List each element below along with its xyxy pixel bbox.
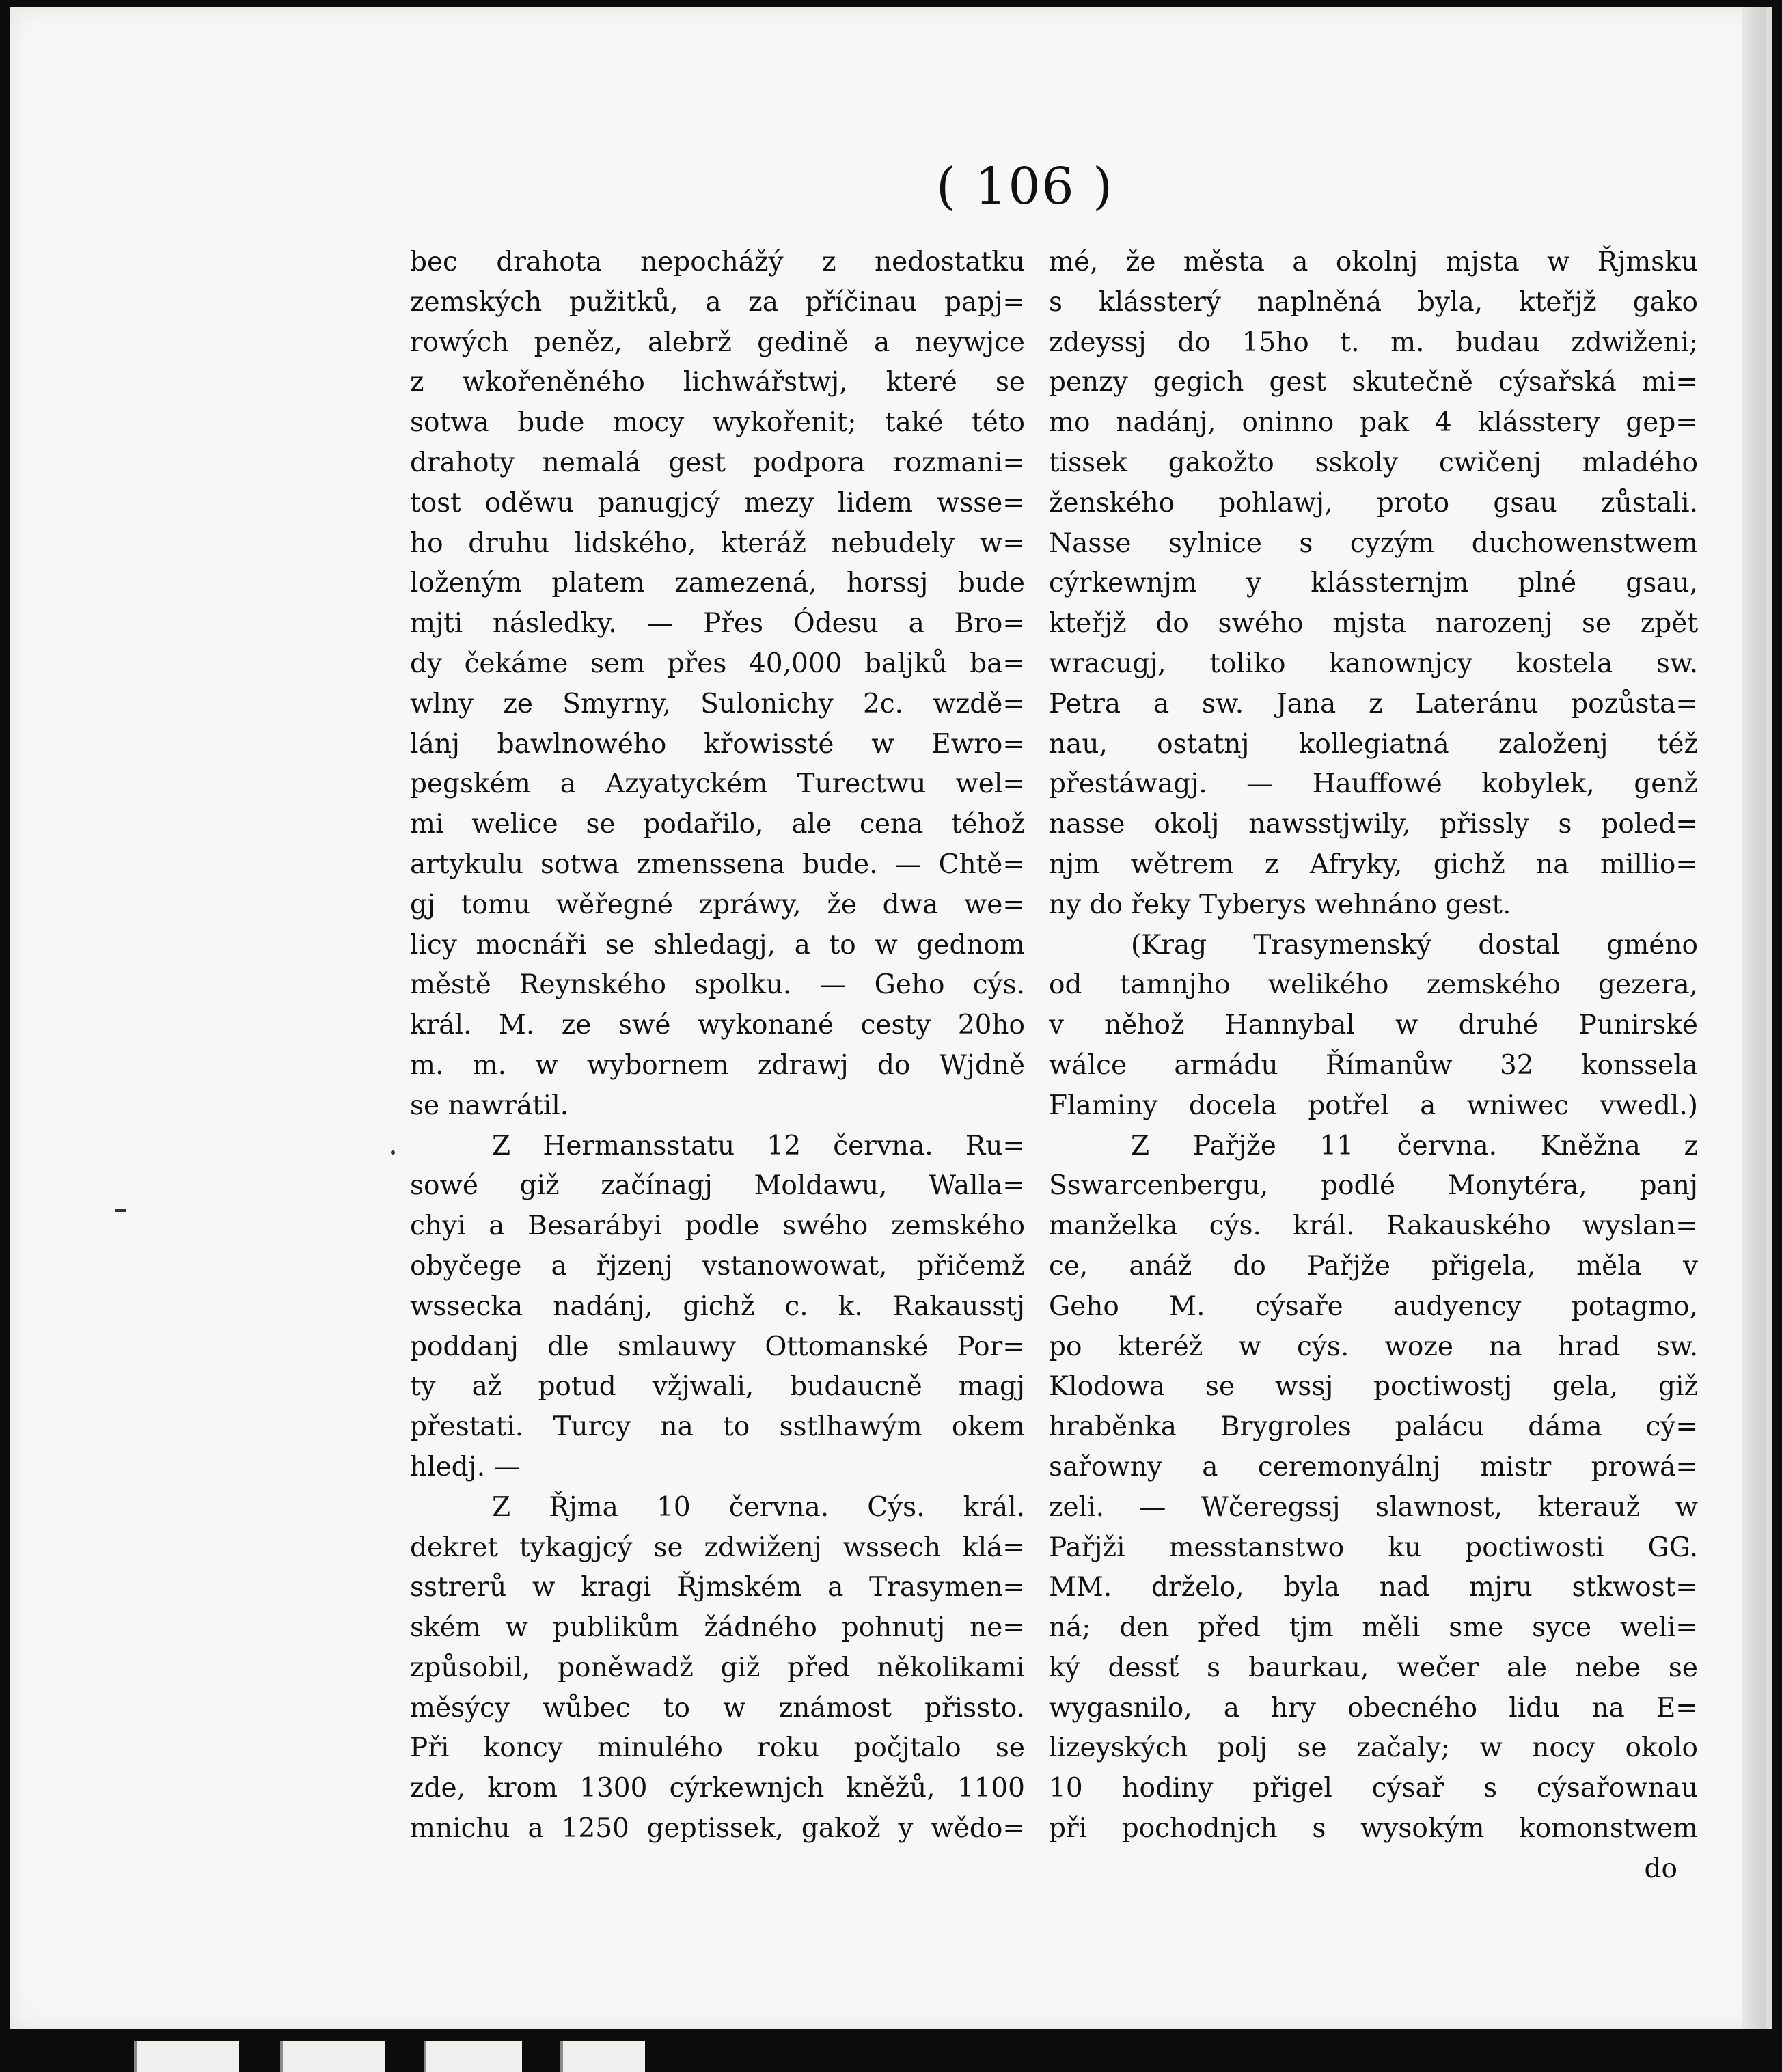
text-line: ký dessť s baurkau, wečer ale nebe se	[1049, 1652, 1698, 1683]
text-line: wlny ze Smyrny, Sulonichy 2c. wzdě=	[410, 688, 1025, 719]
text-line: z wkořeněného lichwářstwj, které se	[410, 367, 1025, 398]
text-line: nau, ostatnj kollegiatná založenj též	[1049, 728, 1698, 760]
text-line: ženského pohlawj, proto gsau zůstali.	[1049, 487, 1698, 519]
margin-mark	[115, 1209, 126, 1212]
text-line: manželka cýs. král. Rakauského wyslan=	[1049, 1211, 1698, 1242]
text-line: sowé giž začínagj Moldawu, Walla=	[410, 1170, 1025, 1202]
text-line: m. m. w wybornem zdrawj do Wjdně	[410, 1049, 1025, 1081]
text-line: kteřjž do swého mjsta narozenj se zpět	[1049, 608, 1698, 639]
text-line: MM. drželo, byla nad mjru stkwost=	[1049, 1572, 1698, 1603]
text-line: nasse okolj nawsstjwily, přissly s poled=	[1049, 809, 1698, 840]
right-column	[1049, 243, 1698, 1890]
text-line: wracugj, toliko kanownjcy kostela sw.	[1049, 648, 1698, 679]
text-line: Geho M. cýsaře audyency potagmo,	[1049, 1290, 1698, 1322]
text-line: způsobil, poněwadž giž před několikami	[410, 1652, 1025, 1683]
text-line: sařowny a ceremonyálnj mistr prowá=	[1049, 1451, 1698, 1482]
text-line: ty až potud vžjwali, budaucně magj	[410, 1371, 1025, 1403]
text-line: bec drahota nepochážý z nedostatku	[410, 247, 1025, 277]
text-line: ho druhu lidského, kteráž nebudely w=	[410, 527, 1025, 559]
index-tab	[560, 2041, 645, 2072]
text-line: ny do řeky Tyberys wehnáno gest.	[1049, 889, 1511, 920]
text-line: sstrerů w kragi Řjmském a Trasymen=	[410, 1572, 1025, 1603]
text-line: wssecka nadánj, gichž c. k. Rakausstj	[410, 1290, 1025, 1322]
text-line: Klodowa se wssj poctiwostj gela, giž	[1049, 1371, 1698, 1403]
text-line: lizeyských polj se začaly; w nocy okolo	[1049, 1732, 1698, 1764]
scan-bottom-edge	[0, 2029, 1782, 2072]
text-line: licy mocnáři se shledagj, a to w gednom	[410, 929, 1025, 961]
text-line: Sswarcenbergu, podlé Monytéra, panj	[1049, 1170, 1698, 1202]
text-line: zeli. — Wčeregssj slawnost, kterauž w	[1049, 1491, 1698, 1523]
text-line: Nasse sylnice s cyzým duchowenstwem	[1049, 527, 1698, 559]
catchword: do	[1644, 1853, 1677, 1884]
text-line: rowých peněz, alebrž gedině a neywjce	[410, 327, 1025, 358]
text-line: přestáwagj. — Hauffowé kobylek, genž	[1049, 769, 1698, 800]
text-line: artykulu sotwa zmenssena bude. — Chtě=	[410, 848, 1025, 880]
text-line: přestati. Turcy na to sstlhawým okem	[410, 1411, 1025, 1443]
text-line: ském w publikům žádného pohnutj ne=	[410, 1612, 1025, 1644]
text-line: se nawrátil.	[410, 1090, 569, 1121]
text-line: při pochodnjch s wysokým komonstwem	[1049, 1813, 1698, 1845]
text-line: od tamnjho welikého zemského gezera,	[1049, 969, 1698, 1001]
text-line: chyi a Besarábyi podle swého zemského	[410, 1211, 1025, 1242]
text-line: tissek gakožto sskoly cwičenj mladého	[1049, 447, 1698, 478]
text-line: hledj. —	[410, 1451, 521, 1482]
text-line: loženým platem zamezená, horssj bude	[410, 568, 1025, 599]
text-line: pegském a Azyatyckém Turectwu wel=	[410, 769, 1025, 800]
text-line: 10 hodiny přigel cýsař s cýsařownau	[1049, 1773, 1698, 1804]
text-line: mjti následky. — Přes Ódesu a Bro=	[410, 608, 1025, 639]
text-line: Z Řjma 10 června. Cýs. král.	[492, 1491, 1025, 1523]
text-line: drahoty nemalá gest podpora rozmani=	[410, 447, 1025, 478]
text-line: poddanj dle smlauwy Ottomanské Por=	[410, 1331, 1025, 1362]
text-line: mnichu a 1250 geptissek, gakož y wědo=	[410, 1813, 1025, 1845]
text-line: wygasnilo, a hry obecného lidu na E=	[1049, 1692, 1698, 1724]
text-line: wálce armádu Římanůw 32 konssela	[1049, 1049, 1698, 1081]
text-line: sotwa bude mocy wykořenit; také této	[410, 407, 1025, 439]
text-line: lánj bawlnowého křowissté w Ewro=	[410, 728, 1025, 760]
text-line: zemských pužitků, a za příčinau papj=	[410, 286, 1025, 318]
text-line: v něhož Hannybal w druhé Punirské	[1049, 1010, 1698, 1041]
page-edge	[1742, 7, 1766, 2029]
text-line: mé, že města a okolnj mjsta w Řjmsku	[1049, 247, 1698, 277]
index-tab	[280, 2041, 385, 2072]
text-line: dy čekáme sem přes 40,000 baljků ba=	[410, 648, 1025, 679]
text-line: tost oděwu panugjcý mezy lidem wsse=	[410, 487, 1025, 519]
text-line: Petra a sw. Jana z Lateránu pozůsta=	[1049, 688, 1698, 719]
text-line: Pařjži messtanstwo ku poctiwosti GG.	[1049, 1532, 1698, 1563]
text-line: s klássterý naplněná byla, kteřjž gako	[1049, 286, 1698, 318]
text-line: zde, krom 1300 cýrkewnjch kněžů, 1100	[410, 1773, 1025, 1804]
text-line: hraběnka Brygroles palácu dáma cý=	[1049, 1411, 1698, 1443]
text-line: njm wětrem z Afryky, gichž na millio=	[1049, 848, 1698, 880]
text-line: dekret tykagjcý se zdwiženj wssech klá=	[410, 1532, 1025, 1563]
text-line: městě Reynského spolku. — Geho cýs.	[410, 969, 1025, 1001]
text-line: penzy gegich gest skutečně cýsařská mi=	[1049, 367, 1698, 398]
text-line: král. M. ze swé wykonané cesty 20ho	[410, 1010, 1025, 1041]
text-line: mi welice se podařilo, ale cena téhož	[410, 809, 1025, 840]
text-line: ce, anáž do Pařjže přigela, měla v	[1049, 1250, 1698, 1282]
text-line: (Krag Trasymenský dostal gméno	[1131, 929, 1698, 961]
text-line: Z Pařjže 11 června. Kněžna z	[1131, 1130, 1698, 1161]
text-line: ná; den před tjm měli sme syce weli=	[1049, 1612, 1698, 1644]
text-line: po kteréž w cýs. woze na hrad sw.	[1049, 1331, 1698, 1362]
text-line: gj tomu wěřegné zpráwy, že dwa we=	[410, 889, 1025, 920]
text-line: mo nadánj, oninno pak 4 klásstery gep=	[1049, 407, 1698, 439]
text-line: zdeyssj do 15ho t. m. budau zdwiženi;	[1049, 327, 1698, 358]
page-number: ( 106 )	[935, 157, 1114, 216]
text-line: Flaminy docela potřel a wniwec vwedl.)	[1049, 1090, 1698, 1121]
text-line: Z Hermansstatu 12 června. Ru=	[492, 1130, 1025, 1161]
index-tab	[134, 2041, 239, 2072]
index-tab	[424, 2041, 522, 2072]
text-line: měsýcy wůbec to w známost přissto.	[410, 1692, 1025, 1724]
margin-mark	[391, 1150, 395, 1155]
left-column	[410, 243, 1025, 1849]
text-line: Při koncy minulého roku počjtalo se	[410, 1732, 1025, 1764]
text-line: cýrkewnjm y klássternjm plné gsau,	[1049, 568, 1698, 599]
text-line: obyčege a řjzenj vstanowowat, přičemž	[410, 1250, 1025, 1282]
